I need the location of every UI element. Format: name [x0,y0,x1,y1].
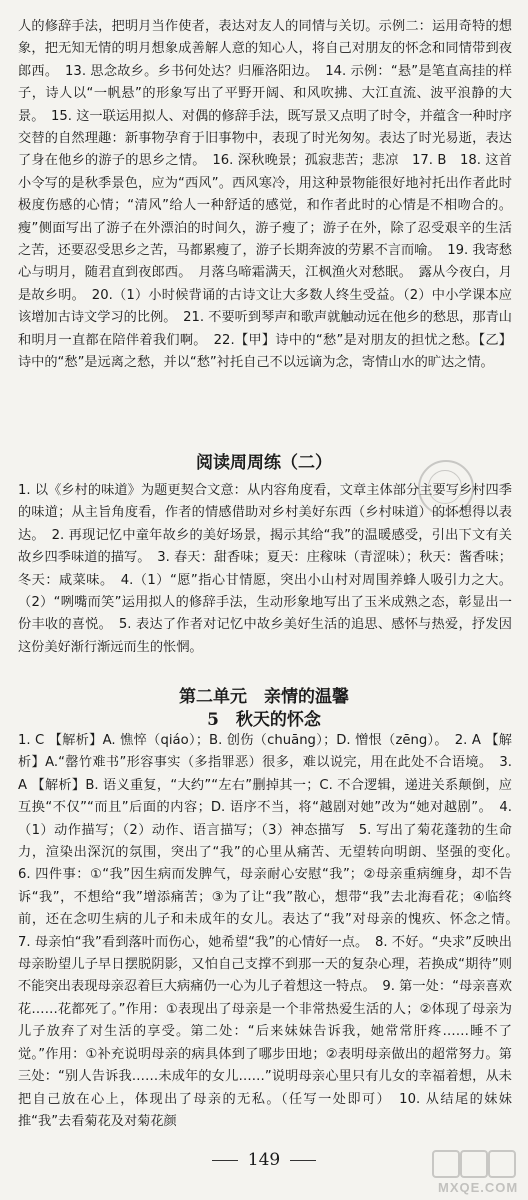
lesson-heading: 5 秋天的怀念 [207,710,321,730]
section-heading-reading-weekly: 阅读周周练（二） [196,453,332,473]
watermark-glyph-icon [488,1150,516,1178]
watermark-glyph-icon [432,1150,460,1178]
unit-heading: 第二单元 亲情的温馨 [179,687,349,707]
dash-left [212,1160,238,1161]
answers-paragraph-middle: 1. 以《乡村的味道》为题更契合文意：从内容角度看，文章主体部分主要写乡村四季的味道；从主旨角度看，作者的情感借助对乡村美好东西（乡村味道）的怀想得以表达。 2. 再现记忆中童年故乡的美好场景，揭示其给“我”的温暖感受，引出下文有关故乡四季味道的描写。 3. 春天：甜香味；夏天：庄稼味（青涩味）；秋天：酱香味；冬天：咸菜味。 4.（1）“愿”指心甘情愿，突出小山村对周围养蜂人吸引力之大。（2）“咧嘴而笑”运用拟人的修辞手法，生动形象地写出了玉米成熟之态，彰显出一份丰收的喜悦。 5. 表达了作者对记忆中故乡美好生活的追思、感怀与热爱，抒发因这份美好渐行渐远而生的怅惘。 [18,483,512,655]
corner-watermark-logo [428,1150,524,1196]
answers-paragraph-lower: 1. C 【解析】A. 憔悴（qiáo）；B. 创伤（chuāng）；D. 憎恨（zēng）。 2. A 【解析】A.“罄竹难书”形容事实（多指罪恶）很多，难以说完，用在此处不合语境。 3. A 【解析】B. 语义重复，“大约”“左右”删掉其一；C. 不合逻辑，递进关系颠倒，应互换“不仅”“而且”后面的内容；D. 语序不当，将“越剧对她”改为“她对越剧”。 4.（1）动作描写；（2）动作、语言描写；（3）神态描写 5. 写出了菊花蓬勃的生命力，渲染出深沉的氛围，突出了“我”的心里从痛苦、无望转向明朗、坚强的变化。 6. 四件事：①“我”因生病而发脾气，母亲耐心安慰“我”；②母亲重病缠身，却不告诉“我”，不想给“我”增添痛苦；③为了让“我”散心，想带“我”去北海看花；④临终前，还在念叨生病的儿子和未成年的女儿。表达了“我”对母亲的愧疚、怀念之情。 7. 母亲怕“我”看到落叶而伤心，她希望“我”的心情好一点。 8. 不好。“央求”反映出母亲盼望儿子早日摆脱阴影，又怕自己支撑不到那一天的复杂心理，若换成“期待”则不能突出表现母亲忍着巨大病痛仍一心为儿子着想这一特点。 9. 第一处：“母亲喜欢花……花都死了。”作用：①表现出了母亲是一个非常热爱生活的人；②体现了母亲为儿子放弃了对生活的享受。第二处：“后来妹妹告诉我，她常常肝疼……睡不了觉。”作用：①补充说明母亲的病具体到了哪步田地；②表明母亲做出的超常努力。第三处：“别人告诉我……未成年的女儿……”说明母亲心里只有儿女的幸福着想，从未把自己放在心上，体现出了母亲的无私。（任写一处即可） 10. 从结尾的妹妹推“我”去看菊花及对菊花颜 [18,733,526,1129]
dash-right [290,1160,316,1161]
watermark-glyph-icon [460,1150,488,1178]
answers-paragraph-top: 人的修辞手法，把明月当作使者，表达对友人的同情与关切。示例二：运用奇特的想象，把无知无情的明月想象成善解人意的知心人，将自己对朋友的怀念和同情带到夜郎西。 13. 思念故乡。乡书何处达？归雁洛阳边。 14. 示例：“悬”是笔直高挂的样子，诗人以“一帆悬”的形象写出了平野开阔、和风吹拂、大江直流、波平浪静的大景。 15. 这一联运用拟人、对偶的修辞手法，既写景又点明了时令，并蕴含一种时序交替的自然理趣：新事物孕育于旧事物中，表现了时光匆匆。表达了时光易逝，表达了身在他乡的游子的思乡之情。 16. 深秋晚景；孤寂悲苦；悲凉 17. B 18. 这首小令写的是秋季景色，应为“西风”。西风寒冷，用这种景物能很好地衬托出作者此时极度伤感的心情；“清风”给人一种舒适的感觉，和作者此时的心情是不相吻合的。瘦”侧面写出了游子在外漂泊的时间久，游子瘦了；游子在外，除了忍受艰辛的生活之苦，还要忍受思乡之苦，马都累瘦了，游子长期奔波的劳累不言而喻。 19. 我寄愁心与明月，随君直到夜郎西。 月落乌啼霜满天，江枫渔火对愁眠。 露从今夜白，月是故乡明。 20.（1）小时候背诵的古诗文让大多数人终生受益。（2）中小学课本应该增加古诗文学习的比例。 21. 不要听到琴声和歌声就触动远在他乡的愁思，那青山和明月一直都在陪伴着我们啊。 22.【甲】诗中的“愁”是对朋友的担忧之愁。【乙】诗中的“愁”是远离之愁，并以“愁”衬托自己不以远谪为念，寄情山水的旷达之情。 [18,19,512,371]
page-number-text: 149 [247,1150,281,1170]
watermark-text: MXQE.COM [438,1180,519,1195]
